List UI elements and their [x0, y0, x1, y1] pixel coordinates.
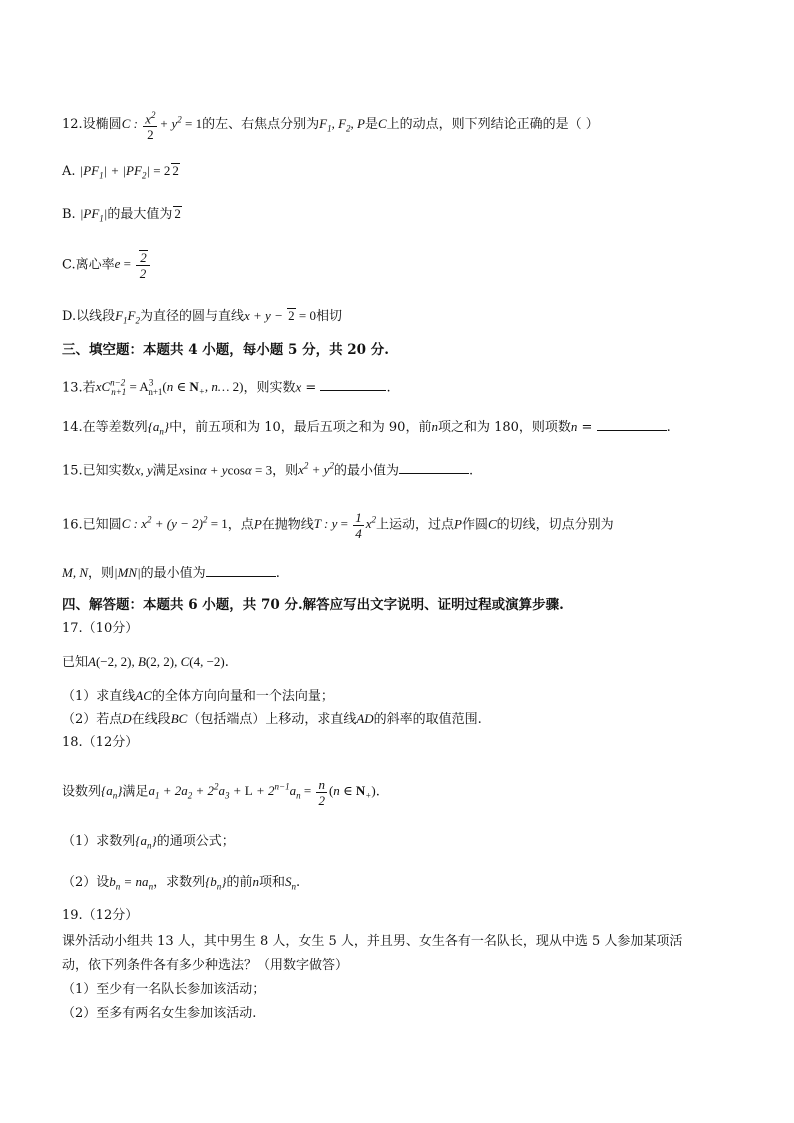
- q13: 13.若$xC^{n-2}_{n+1} = A^3_{n+1}(n$ ∈ $N_+$, n… 2)，则实数x = .: [62, 378, 391, 397]
- q13-answer-blank[interactable]: [320, 376, 386, 391]
- q18-part2: （2）设$b_n = na_n$，求数列$\{b_n\}$的前n项和$S_n$.: [62, 874, 301, 892]
- q15: 15.已知实数x, y满足xsinα + ycosα = 3，则$x^2 + y^2$的最小值为 .: [62, 461, 474, 479]
- q16-line2: M, N，则|MN|的最小值为 .: [62, 562, 280, 583]
- q12-option-c: C.离心率e = $\frac{2}{2}$: [62, 250, 152, 281]
- q19-part1: （1）至少有一名队长参加该活动；: [62, 982, 266, 997]
- q18-given: 设数列$\{a_n\}$满足$a_1 + 2a_2 + 2^2a_3 + L + 2^{n-1}a_n$ = $\frac{n}{2}$ (n ∈ $N_+$).: [62, 777, 380, 808]
- q18-header: 18.（12分）: [62, 735, 139, 750]
- q12-option-b: B. $|PF_1|$的最大值为 2: [62, 206, 181, 224]
- q19-line2: 动，依下列条件各有多少种选法？（用数字做答）: [62, 958, 349, 973]
- section3-heading: 三、填空题：本题共 4 小题，每小题 5 分，共 20 分.: [62, 342, 389, 358]
- q17-part1: （1）求直线AC的全体方向向量和一个法向量；: [62, 688, 334, 704]
- q12-stem: 12.设椭圆C : $\frac{x^2}{2}$ + $y^2 = 1$的左、右焦点分别为$F_1$, $F_2$, P是C上的动点，则下列结论正确的是（ ）: [62, 110, 599, 143]
- q15-answer-blank[interactable]: [399, 459, 469, 474]
- ellipse-equation: C : $\frac{x^2}{2}$ + $y^2 = 1$: [121, 110, 203, 143]
- q12-option-a: A. $|PF_1| + |PF_2| = 2$ 2: [62, 163, 179, 181]
- q18-part1: （1）求数列$\{a_n\}$的通项公式；: [62, 833, 235, 851]
- q16-line1: 16.已知圆C : $x^2 + (y - 2)^2 = 1$，点P在抛物线T : y = $\frac{1}{4}$ $x^2$上运动，过点P作圆C的切线，切点分别为: [62, 510, 614, 541]
- q19-line1: 课外活动小组共 13 人，其中男生 8 人，女生 5 人，并且男、女生各有一名队长，现从中选 5 人参加某项活: [62, 934, 683, 949]
- q19-header: 19.（12分）: [62, 908, 139, 923]
- q17-given: 已知A(−2, 2), B(2, 2), C(4, −2).: [62, 654, 229, 670]
- section4-heading: 四、解答题：本题共 6 小题，共 70 分.解答应写出文字说明、证明过程或演算步骤.: [62, 597, 564, 613]
- q14-answer-blank[interactable]: [597, 416, 667, 431]
- q19-part2: （2）至多有两名女生参加该活动.: [62, 1006, 257, 1021]
- q12-option-d: D.以线段$F_1F_2$为直径的圆与直线x + y − 2 = 0相切: [62, 308, 342, 326]
- q17-header: 17.（10分）: [62, 621, 139, 636]
- q14: 14.在等差数列$\{a_n\}$中，前五项和为 10，最后五项之和为 90，前n项之和为 180，则项数n = .: [62, 416, 671, 441]
- q16-answer-blank[interactable]: [206, 562, 276, 577]
- q17-part2: （2）若点D在线段BC（包括端点）上移动，求直线AD的斜率的取值范围.: [62, 711, 482, 727]
